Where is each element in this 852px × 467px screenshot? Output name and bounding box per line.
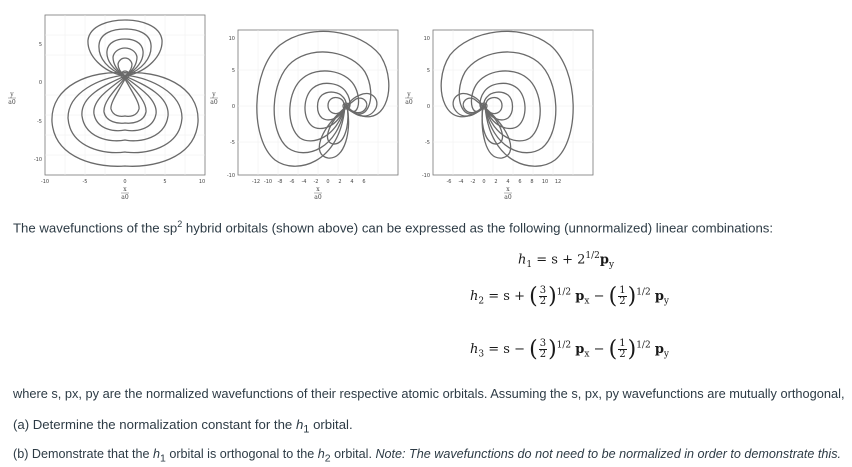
part-a-h: h xyxy=(295,417,304,432)
where-text: where s, px, py are the normalized wavefunctions of their respective atomic orbitals. Assuming the s, px, py wavefunctions are mutually orthogonal, xyxy=(13,386,845,401)
intro-before: The wavefunctions of the sp xyxy=(13,220,178,236)
y-tick: 5 xyxy=(426,68,430,74)
x-tick: -2 xyxy=(470,179,476,185)
x-tick: 6 xyxy=(518,179,522,185)
x-tick: -12 xyxy=(251,179,261,185)
eq-p: p xyxy=(654,342,664,357)
x-tick: 2 xyxy=(494,179,498,185)
contour-plot-3 xyxy=(395,0,600,205)
y-axis-label-top: y xyxy=(212,91,216,98)
x-tick: -2 xyxy=(313,179,319,185)
x-axis-label-top: x xyxy=(506,186,510,193)
eq-lhs: h xyxy=(518,252,527,268)
y-axis-label-bottom: a0 xyxy=(405,99,413,106)
y-tick: 0 xyxy=(38,80,42,86)
x-tick: 0 xyxy=(326,179,330,185)
contour-plot-2 xyxy=(200,0,405,205)
part-a-hsub: 1 xyxy=(303,423,310,436)
equation-h3: $h_3 = s$ − ( $\frac{3}{2}$ )$^{1/2}$ $p_x$ − ( $\frac{1}{2}$ )$^{1/2}$ $p_y$ xyxy=(470,337,670,362)
eq-lhs: h xyxy=(470,342,479,357)
part-b-h1: h xyxy=(153,447,161,461)
part-b-h1sub: 1 xyxy=(160,452,166,465)
equation-h2: $h_2 = s$ + ( $\frac{3}{2}$ )$^{1/2}$ $p_x$ − ( $\frac{1}{2}$ )$^{1/2}$ $p_y$ xyxy=(470,284,670,309)
part-b-end: orbital. xyxy=(330,447,376,461)
frac-num: 1 xyxy=(619,338,626,349)
eq-p-sub: x xyxy=(584,296,590,307)
x-tick: 4 xyxy=(506,179,510,185)
eq-rhs: = s + 2 xyxy=(532,252,586,268)
y-tick: -10 xyxy=(33,157,42,163)
x-tick: -10 xyxy=(40,179,50,185)
y-axis-label-top: y xyxy=(407,91,411,98)
eq-p: p xyxy=(654,289,664,304)
eq-p: p xyxy=(575,289,585,304)
x-tick: -6 xyxy=(289,179,295,185)
y-tick: -5 xyxy=(37,119,42,125)
eq-p: p xyxy=(575,342,585,357)
frac-den: 2 xyxy=(619,296,626,307)
x-tick: 0 xyxy=(123,179,127,185)
x-tick: 10 xyxy=(198,179,206,185)
x-tick: 8 xyxy=(530,179,534,185)
y-tick: 10 xyxy=(423,36,430,42)
y-tick: 10 xyxy=(228,36,235,42)
eq-p-sub: x xyxy=(584,349,590,360)
y-axis-label-top: y xyxy=(10,91,14,98)
x-tick: -4 xyxy=(301,179,307,185)
part-b-h2: h xyxy=(317,447,325,461)
contour-plot-1 xyxy=(0,0,215,205)
frac-num: 3 xyxy=(539,338,547,349)
y-axis-label-bottom: a0 xyxy=(210,99,218,106)
intro-sup: 2 xyxy=(177,219,183,229)
part-b-text: (b) Demonstrate that the xyxy=(13,447,153,461)
part-a-end: orbital. xyxy=(309,417,353,432)
part-b-h2sub: 2 xyxy=(324,452,331,465)
eq-minus: − xyxy=(589,342,609,357)
y-axis-label-bottom: a0 xyxy=(8,99,16,106)
eq-minus: − xyxy=(589,289,609,304)
x-tick: -10 xyxy=(263,179,273,185)
y-tick: 5 xyxy=(38,42,42,48)
eq-lhs-sub: 3 xyxy=(478,349,485,360)
eq-lhs-sub: 1 xyxy=(526,259,533,270)
x-tick: 5 xyxy=(163,179,167,185)
x-tick: -8 xyxy=(277,179,283,185)
y-tick: -5 xyxy=(425,140,430,146)
eq-p: p xyxy=(599,252,609,268)
part-a-text: (a) Determine the normalization constant for the xyxy=(13,417,296,432)
eq-lhs: h xyxy=(470,289,479,304)
eq-exp: 1/2 xyxy=(556,287,572,298)
eq-rhs: = s + xyxy=(484,289,530,304)
frac-num: 3 xyxy=(539,285,547,296)
eq-exp: 1/2 xyxy=(585,251,600,261)
part-b-mid: orbital is orthogonal to the xyxy=(165,447,318,461)
x-tick: -4 xyxy=(458,179,464,185)
frac-num: 1 xyxy=(619,285,626,296)
y-tick: 5 xyxy=(231,68,235,74)
y-tick: -10 xyxy=(421,173,430,179)
x-axis-label-top: x xyxy=(123,186,127,193)
x-tick: 4 xyxy=(350,179,354,185)
eq-p-sub: y xyxy=(663,296,670,307)
y-tick: 0 xyxy=(231,104,235,110)
equation-h1 xyxy=(518,251,614,270)
eq-p-sub: y xyxy=(608,259,615,270)
eq-exp: 1/2 xyxy=(636,340,651,351)
x-axis-label-bottom: a0 xyxy=(121,194,129,201)
x-axis-label-bottom: a0 xyxy=(314,194,322,201)
x-tick: 10 xyxy=(541,179,549,185)
x-tick: 12 xyxy=(554,179,562,185)
x-axis-label-bottom: a0 xyxy=(504,194,512,201)
eq-rhs: = s − xyxy=(484,342,530,357)
x-tick: 0 xyxy=(482,179,486,185)
y-tick: -10 xyxy=(226,173,235,179)
intro-text xyxy=(13,219,773,235)
frac-den: 2 xyxy=(539,349,547,360)
frac-den: 2 xyxy=(619,349,626,360)
x-axis-label-top: x xyxy=(316,186,320,193)
eq-lhs-sub: 2 xyxy=(478,296,485,307)
frac-den: 2 xyxy=(539,296,547,307)
question-part-a xyxy=(13,417,353,436)
y-tick: 0 xyxy=(426,104,430,110)
x-tick: 6 xyxy=(362,179,366,185)
y-tick: -5 xyxy=(230,140,235,146)
eq-p-sub: y xyxy=(663,349,670,360)
x-tick: -6 xyxy=(446,179,452,185)
part-b-note: Note: The wavefunctions do not need to be normalized in order to demonstrate this. xyxy=(375,447,841,461)
intro-after: hybrid orbitals (shown above) can be expressed as the following (unnormalized) linear combinations: xyxy=(182,220,774,236)
eq-exp: 1/2 xyxy=(556,340,572,351)
x-tick: -5 xyxy=(82,179,88,185)
question-part-b xyxy=(13,447,841,465)
eq-exp: 1/2 xyxy=(636,287,651,298)
x-tick: 2 xyxy=(338,179,342,185)
